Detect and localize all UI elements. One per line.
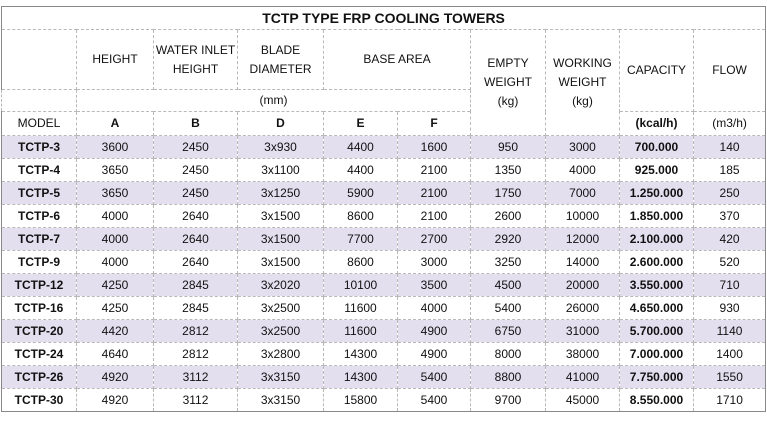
cell-base-area-f: 3500 <box>398 274 471 297</box>
cell-base-area-e: 4400 <box>324 136 398 159</box>
table-row <box>2 366 766 389</box>
table-row <box>2 343 766 366</box>
cell-height-a: 4000 <box>77 251 154 274</box>
cell-capacity: 925.000 <box>620 159 694 182</box>
cell-empty-weight: 8800 <box>471 366 546 389</box>
cell-working-weight: 14000 <box>546 251 620 274</box>
cell-height-a: 3650 <box>77 159 154 182</box>
header-blade-diameter: BLADE DIAMETER <box>238 30 324 90</box>
cell-capacity: 1.850.000 <box>620 205 694 228</box>
table-body <box>2 136 766 412</box>
table-row <box>2 251 766 274</box>
cell-working-weight: 41000 <box>546 366 620 389</box>
cell-capacity: 7.000.000 <box>620 343 694 366</box>
header-unit-mm: (mm) <box>77 90 471 112</box>
cell-working-weight: 4000 <box>546 159 620 182</box>
cell-working-weight: 10000 <box>546 205 620 228</box>
table-row <box>2 205 766 228</box>
cell-empty-weight: 1750 <box>471 182 546 205</box>
cell-base-area-e: 8600 <box>324 205 398 228</box>
cell-base-area-f: 2100 <box>398 182 471 205</box>
cell-blade-diameter-d: 3x1500 <box>238 205 324 228</box>
cell-working-weight: 45000 <box>546 389 620 412</box>
cell-base-area-f: 2100 <box>398 205 471 228</box>
cell-flow: 420 <box>694 228 766 251</box>
cell-height-a: 4250 <box>77 274 154 297</box>
cell-capacity: 5.700.000 <box>620 320 694 343</box>
cell-empty-weight: 2920 <box>471 228 546 251</box>
cell-blade-diameter-d: 3x1500 <box>238 228 324 251</box>
header-height: HEIGHT <box>77 30 154 90</box>
header-model-blank <box>2 30 77 90</box>
cell-working-weight: 38000 <box>546 343 620 366</box>
cell-water-inlet-b: 2845 <box>154 297 238 320</box>
cell-working-weight: 20000 <box>546 274 620 297</box>
cell-blade-diameter-d: 3x3150 <box>238 366 324 389</box>
cell-height-a: 4000 <box>77 205 154 228</box>
cell-water-inlet-b: 2450 <box>154 136 238 159</box>
cell-height-a: 4920 <box>77 389 154 412</box>
cell-working-weight: 26000 <box>546 297 620 320</box>
cell-empty-weight: 2600 <box>471 205 546 228</box>
header-col-f: F <box>398 112 471 136</box>
cell-flow: 1140 <box>694 320 766 343</box>
cell-water-inlet-b: 3112 <box>154 389 238 412</box>
cell-model: TCTP-16 <box>2 297 77 320</box>
cell-height-a: 4000 <box>77 228 154 251</box>
cell-capacity: 7.750.000 <box>620 366 694 389</box>
cell-model: TCTP-9 <box>2 251 77 274</box>
header-empty-weight: EMPTY WEIGHT (kg) <box>471 30 546 136</box>
table-row <box>2 274 766 297</box>
header-capacity: CAPACITY <box>620 30 694 112</box>
cell-base-area-f: 2700 <box>398 228 471 251</box>
cell-flow: 250 <box>694 182 766 205</box>
table-row <box>2 159 766 182</box>
cell-water-inlet-b: 3112 <box>154 366 238 389</box>
cell-base-area-e: 15800 <box>324 389 398 412</box>
cell-flow: 185 <box>694 159 766 182</box>
cell-base-area-e: 8600 <box>324 251 398 274</box>
cell-water-inlet-b: 2640 <box>154 251 238 274</box>
table-row <box>2 389 766 412</box>
header-col-d: D <box>238 112 324 136</box>
cell-base-area-f: 5400 <box>398 366 471 389</box>
cell-height-a: 4420 <box>77 320 154 343</box>
cell-blade-diameter-d: 3x2800 <box>238 343 324 366</box>
header-model-blank-2 <box>2 90 77 112</box>
cell-model: TCTP-6 <box>2 205 77 228</box>
cell-flow: 520 <box>694 251 766 274</box>
cell-blade-diameter-d: 3x1100 <box>238 159 324 182</box>
cell-capacity: 8.550.000 <box>620 389 694 412</box>
cell-flow: 1550 <box>694 366 766 389</box>
header-working-weight: WORKING WEIGHT (kg) <box>546 30 620 136</box>
cell-base-area-e: 14300 <box>324 366 398 389</box>
cell-flow: 1400 <box>694 343 766 366</box>
cell-base-area-e: 4400 <box>324 159 398 182</box>
cell-height-a: 3600 <box>77 136 154 159</box>
cell-capacity: 4.650.000 <box>620 297 694 320</box>
cell-model: TCTP-30 <box>2 389 77 412</box>
cell-model: TCTP-20 <box>2 320 77 343</box>
cell-working-weight: 12000 <box>546 228 620 251</box>
header-col-e: E <box>324 112 398 136</box>
cell-water-inlet-b: 2640 <box>154 228 238 251</box>
header-unit-kcal: (kcal/h) <box>620 112 694 136</box>
cell-flow: 710 <box>694 274 766 297</box>
cell-capacity: 3.550.000 <box>620 274 694 297</box>
cell-water-inlet-b: 2812 <box>154 343 238 366</box>
header-col-b: B <box>154 112 238 136</box>
cell-flow: 140 <box>694 136 766 159</box>
cell-capacity: 700.000 <box>620 136 694 159</box>
cell-blade-diameter-d: 3x3150 <box>238 389 324 412</box>
header-unit-flow: (m3/h) <box>694 112 766 136</box>
cell-base-area-f: 3000 <box>398 251 471 274</box>
cell-working-weight: 3000 <box>546 136 620 159</box>
cell-water-inlet-b: 2450 <box>154 182 238 205</box>
cell-base-area-f: 4000 <box>398 297 471 320</box>
cell-model: TCTP-5 <box>2 182 77 205</box>
cell-empty-weight: 6750 <box>471 320 546 343</box>
cell-blade-diameter-d: 3x2500 <box>238 297 324 320</box>
cell-base-area-e: 11600 <box>324 297 398 320</box>
cell-empty-weight: 5400 <box>471 297 546 320</box>
cell-flow: 930 <box>694 297 766 320</box>
cooling-tower-spec-table <box>1 6 766 412</box>
cell-model: TCTP-24 <box>2 343 77 366</box>
cell-empty-weight: 8000 <box>471 343 546 366</box>
table-row <box>2 297 766 320</box>
cell-blade-diameter-d: 3x2500 <box>238 320 324 343</box>
header-flow: FLOW <box>694 30 766 112</box>
cell-height-a: 4920 <box>77 366 154 389</box>
cell-water-inlet-b: 2640 <box>154 205 238 228</box>
cell-base-area-e: 10100 <box>324 274 398 297</box>
header-col-a: A <box>77 112 154 136</box>
cell-model: TCTP-7 <box>2 228 77 251</box>
cell-model: TCTP-12 <box>2 274 77 297</box>
cell-base-area-e: 11600 <box>324 320 398 343</box>
cell-model: TCTP-4 <box>2 159 77 182</box>
cell-base-area-f: 4900 <box>398 343 471 366</box>
cell-empty-weight: 1350 <box>471 159 546 182</box>
header-model: MODEL <box>2 112 77 136</box>
cell-empty-weight: 3250 <box>471 251 546 274</box>
cell-model: TCTP-26 <box>2 366 77 389</box>
cell-water-inlet-b: 2450 <box>154 159 238 182</box>
table-title: TCTP TYPE FRP COOLING TOWERS <box>2 7 766 30</box>
table-row <box>2 136 766 159</box>
header-water-inlet-height: WATER INLET HEIGHT <box>154 30 238 90</box>
table-row <box>2 320 766 343</box>
cell-water-inlet-b: 2812 <box>154 320 238 343</box>
cell-working-weight: 31000 <box>546 320 620 343</box>
cell-capacity: 2.600.000 <box>620 251 694 274</box>
cell-height-a: 3650 <box>77 182 154 205</box>
header-base-area: BASE AREA <box>324 30 471 90</box>
cell-empty-weight: 9700 <box>471 389 546 412</box>
cell-base-area-f: 2100 <box>398 159 471 182</box>
cell-capacity: 1.250.000 <box>620 182 694 205</box>
cell-model: TCTP-3 <box>2 136 77 159</box>
cell-base-area-f: 4900 <box>398 320 471 343</box>
cell-base-area-f: 5400 <box>398 389 471 412</box>
cell-base-area-e: 5900 <box>324 182 398 205</box>
cell-base-area-f: 1600 <box>398 136 471 159</box>
table-row <box>2 182 766 205</box>
cell-base-area-e: 7700 <box>324 228 398 251</box>
cell-height-a: 4640 <box>77 343 154 366</box>
cell-water-inlet-b: 2845 <box>154 274 238 297</box>
cell-blade-diameter-d: 3x930 <box>238 136 324 159</box>
cell-height-a: 4250 <box>77 297 154 320</box>
cell-flow: 370 <box>694 205 766 228</box>
cell-empty-weight: 4500 <box>471 274 546 297</box>
cell-blade-diameter-d: 3x1250 <box>238 182 324 205</box>
cell-capacity: 2.100.000 <box>620 228 694 251</box>
cell-blade-diameter-d: 3x1500 <box>238 251 324 274</box>
cell-base-area-e: 14300 <box>324 343 398 366</box>
cell-empty-weight: 950 <box>471 136 546 159</box>
cell-blade-diameter-d: 3x2020 <box>238 274 324 297</box>
cell-flow: 1710 <box>694 389 766 412</box>
cell-working-weight: 7000 <box>546 182 620 205</box>
table-row <box>2 228 766 251</box>
